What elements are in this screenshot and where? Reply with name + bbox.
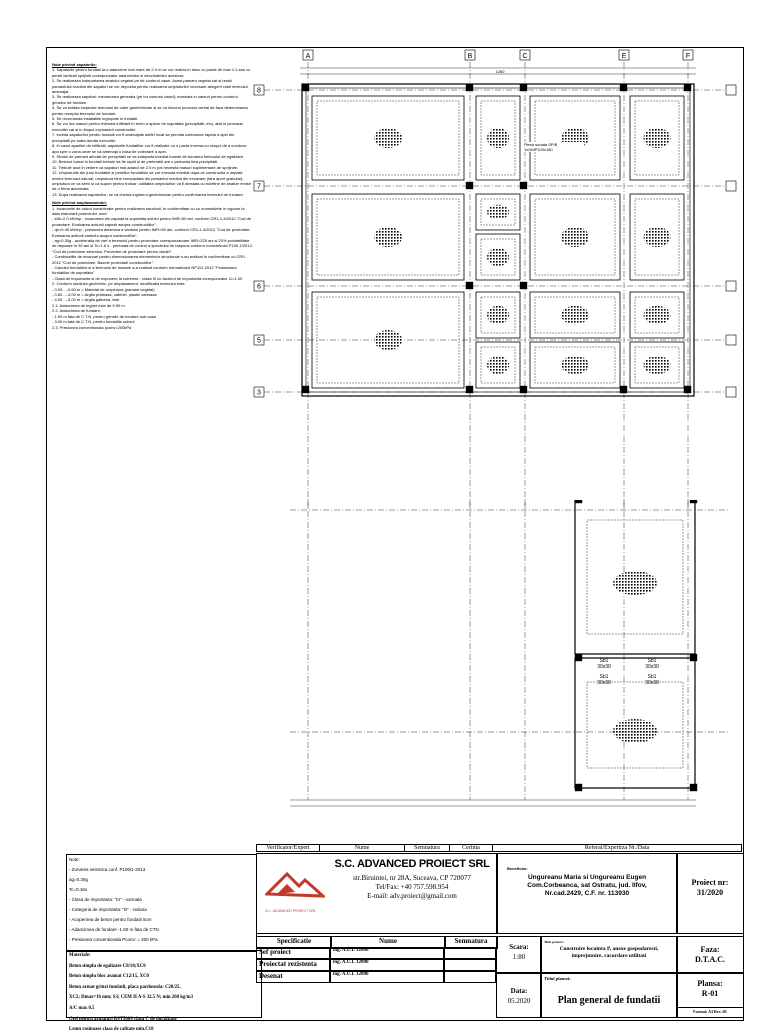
column-label: 30x30 (597, 664, 611, 670)
title-block-header (256, 844, 742, 852)
column (302, 386, 309, 393)
scale-box (496, 936, 542, 974)
materials-list (69, 964, 259, 1033)
foundation-plan (250, 48, 740, 508)
header-cerinta: Cerinta (450, 845, 493, 852)
column (520, 282, 527, 289)
callout-label: Piesa sudata SP/B 1xOMP100x180 (524, 142, 584, 152)
column (575, 784, 582, 791)
column (302, 84, 309, 91)
small-note-line: - Adancimea de fundare -1.50 m fata de CTN (69, 927, 159, 932)
date-box (496, 972, 542, 1018)
material-line: Beton simplu de egalizare C8/10;XC0 (69, 963, 146, 969)
project-number-label: Proiect nr: (691, 878, 729, 887)
column-label: 30x30 (645, 680, 659, 686)
sheet-number: R-01 (701, 989, 719, 998)
col-semnatura: Semnatura (444, 936, 498, 949)
site-note: - s0k=2.0 kN/mp - incarcarea din zapada la suprafata solului pentru IMR=50 ani, conform CR1-1-3/2012 "Cod de proiectare. Evaluarea actiunii zapezii asupra constructiilor". (52, 216, 252, 227)
site-note: - 0.60....-4.00 m = Argila prafoasa, cafenie, plastic vartoasa (52, 292, 157, 298)
column (466, 282, 473, 289)
site-note: - ag=0.30g - acceleratia de varf a terenului pentru proiectare corespunzatoare IMR=225 ani si 20% probabilitate de depasire in 50 ani si Tc=1.6 s - perioada de control a spectrului de raspuns conform normativului P100-1/2013 "Cod de proiectare seismica. Prevederi de proiectare pentru cladiri". (52, 238, 252, 254)
phase-box (676, 936, 744, 974)
axis-number: 7 (257, 183, 261, 191)
site-note: 2.1. Adancimea de inghet este de 0.90 m (52, 302, 125, 308)
hatched-footing (487, 356, 509, 374)
foundation-plan-annex (250, 500, 740, 810)
project-title: Construire locuinta P, anexe gospodaresti, imprejmuire, racordare utilitati (559, 946, 659, 959)
column (466, 386, 473, 393)
axis-bubble (726, 335, 736, 345)
site-note: - qb=0.40 kN/mp - presiunea dinamica a vantului pentru IMR=50 ani, conform CR1-1-4/2012 "Cod de proiectare. Evaluarea actiunii vantului asupra constructiilor". (52, 227, 251, 238)
small-notes-list (69, 867, 254, 943)
site-note: - 0.00....-0.60 m = Material de umplutura (pamant vegetal) (52, 286, 155, 292)
axis-letter: C (522, 53, 528, 60)
small-note-line: Tc=0.16s (69, 887, 88, 892)
axis-bubble (726, 181, 736, 191)
hatched-footing (374, 330, 402, 350)
phase-label: Faza: (700, 945, 720, 954)
hatched-footing (613, 719, 657, 743)
excavation-notes-title: Note privind sapaturile: (52, 62, 97, 67)
excavation-note: 10. Betonul turnat in fundatii trebuie sa fie rapid si de preferabil are o perioada fara precipitatii. (52, 159, 219, 165)
role-name: ing. A.U.I. 12000 (330, 947, 444, 959)
header-referat: Referat/Expertiza Nr./Data (493, 845, 742, 852)
company-box (256, 853, 498, 934)
site-note: - 4.00....-5.00 m = Argila galbena, tare (52, 297, 120, 303)
company-logo (265, 868, 325, 908)
sheet-number-box (676, 972, 744, 1018)
scale-label: Scara: (509, 943, 529, 951)
role-signature (444, 971, 496, 983)
column (684, 84, 691, 91)
column (684, 386, 691, 393)
header-semnatura: Semnatura (405, 845, 450, 852)
excavation-note: 8. In cazul aparitiei de infiltratii, sapaturile fundatiilor vor fi realizate cu o panta inversa cu scopul de a conduce apa spre o zona unde se va amenaja o basa de colectare a apei. (52, 143, 247, 154)
column (466, 84, 473, 91)
small-note-line: ag=0.30g (69, 877, 88, 882)
column (575, 500, 582, 503)
site-note: - Calculul fundatiilor si a terenului de fundare a-a realizat conform normativului NP112-2012 "Proiectarea fundatiilor de suprafata". (52, 265, 237, 276)
column (620, 386, 627, 393)
axis-number: 5 (257, 337, 261, 345)
column (520, 182, 527, 189)
date-label: Data: (510, 987, 528, 995)
axis-letter: F (685, 53, 691, 60)
project-title-box (540, 936, 678, 974)
sheet-number-label: Plansa: (697, 979, 723, 988)
phase-value: D.T.A.C. (694, 955, 726, 964)
role-label: Desenat (256, 971, 330, 983)
materials-title: Materiale: (69, 953, 91, 958)
column (520, 386, 527, 393)
excavation-note: 6. Se vor lua masuri pentru evitarea infiltrarii in teren a apelor de suprafata (precipitatii, etc), atat in perioada executiei cat si in timpul exploatarii constructiei. (52, 121, 243, 132)
column-label: Sb1 (599, 674, 609, 680)
column-label: Sb1 (647, 658, 657, 664)
site-note: - Clasa de importanta si de expunere la cutremur - clasa III cu factorul de importanta corespunzator I1=1.00 (52, 275, 243, 281)
excavation-note: 4. Se va realiza inspectia terenului de catre geotehnician si se va intocmi procesul verbal de faza determinanta pentru receptia terenului de fundare. (52, 105, 248, 116)
small-note-line: - Categoria de importanta: "D" - redusa (69, 907, 147, 912)
hatched-footing (487, 128, 509, 148)
column (466, 182, 473, 189)
beneficiary-cadastral: Nr.cad.2429, C.F. nr. 113930 (544, 890, 630, 897)
column-label: Sb1 (647, 674, 657, 680)
column-label: 30x30 (597, 680, 611, 686)
column (520, 84, 527, 91)
beneficiary-name: Ungureanu Maria si Ungureanu Eugen (527, 874, 647, 881)
axis-letter: E (621, 53, 627, 60)
date-value: 05.2020 (507, 997, 531, 1005)
site-notes-title: Note privind amplasamentul: (52, 200, 107, 206)
header-verificator: Verificator/Expert (257, 845, 320, 852)
site-note: - 1.50 m fata de C.T.N. pentru grinzile de fundare sub casa (52, 313, 156, 319)
sheet-title-label: Titlul plansei: (544, 976, 571, 981)
hatched-footing (561, 227, 589, 247)
axis-number: 8 (257, 87, 261, 95)
small-note-line: - Clasa de importanta: "III" - normala (69, 897, 142, 902)
materials-block (66, 950, 262, 1033)
excavation-notes-list (52, 67, 252, 197)
dimension-total: 1260 (495, 69, 505, 74)
hatched-footing (374, 128, 402, 148)
role-name: ing. A.U.I. 12000 (330, 971, 444, 983)
small-note-line: - Acoperirea de beton pentru fundatii 5cm (69, 917, 152, 922)
company-email: E-mail: adv.proiect@gmail.com (367, 892, 457, 900)
site-notes-list (52, 206, 252, 330)
sheet-title: Plan general de fundatii (557, 995, 661, 1006)
site-note: 2.3. Presiunea conventionala pconv=200kPa (52, 324, 132, 330)
beneficiary-address: Com.Corbeanca, sat Ostratu, jud. Ilfov, (527, 882, 647, 889)
small-note-line: - Presiunea conventionala Pconv: = 200 kPa (69, 937, 158, 942)
material-line: Lemn rasinoase clasa de calitate min.C18 (69, 1027, 154, 1033)
role-label: Sef proiect (256, 947, 330, 959)
small-note-line: - Zonarea seismica conf. P100/1-2013 (69, 867, 146, 872)
company-address: str.Biruintei, nr 28A, Suceava, CP 720077 (353, 874, 471, 882)
scale-value: 1:80 (512, 953, 526, 961)
column (575, 654, 582, 661)
role-label: Proiectat rezistenta (256, 959, 330, 971)
axis-bubble (726, 387, 736, 397)
hatched-footing (561, 356, 589, 374)
role-name: ing. A.U.I. 12000 (330, 959, 444, 971)
excavation-note: 9. Stratul de pamant afectat de precipitatii se va indeparta imediat inainte de turnarea betonului de egalizare. (52, 153, 245, 159)
site-note: 2. Conform studiului geotehnic, pe amplasament, stratificatia terenului este: (52, 281, 186, 287)
excavation-note: 11. Trebuie avut in vedere ca sapaturi mai adanci de 2.0 m pot necesita masuri suplimentare de sprijinire. (52, 164, 239, 170)
col-nume: Nume (330, 936, 446, 949)
beneficiary-box (496, 853, 678, 934)
sheet-title-box (540, 972, 678, 1018)
column-label: Sb1 (599, 658, 609, 664)
excavation-note: 13. Dupa realizarea sapaturilor, se va chema inginerul geotehnician pentru confirmarea terenului de fundare. (52, 191, 244, 197)
site-note: 2.2. Adancimea de fundare: (52, 308, 101, 314)
excavation-note: 3. Se realizeaza sapaturi: mecanizata generala (pe tot conturul casei); manuala in santuri pentru conturul grinzilor de fundare. (52, 94, 238, 105)
col-specificatie: Specificatie (256, 936, 332, 949)
project-number: 31/2020 (696, 888, 724, 897)
excavation-note: 1. Sapaturile pentru fundatii la o adancime mai mare de 2.0 m se vor realiza in taluz cu panta de max 1:1 sau cu pereti verticali sprijiniti corespunzator adancimilor si deschiderilor acestora. (52, 67, 251, 78)
header-nume: Nume (320, 845, 405, 852)
logo-text: S.C. ADVANCED PROIECT SRL (265, 909, 317, 913)
site-note: 1. Incarcarile de calcul considerate pentru realizarea structurii, in conformitate cu cu normativele in vigoare la data elaborarii proiectului, sunt: (52, 205, 245, 216)
axis-number: 3 (257, 389, 261, 397)
project-title-label: Titlu proiect: (544, 940, 564, 944)
material-line: Beton simplu bloc asamat C12/15, XC0 (69, 974, 149, 980)
site-note: - 3.00 m fata de C.T.N. pentru fundatiile subsol (52, 319, 135, 325)
excavation-note: 2. Se realizeaza indepartarea stratului vegetal pe tot conturul casei. Acest pamant vegetal cat si restul pamantului rezultat din sapaturi se vor depozita pentru realizarea umpluturilor necesare atingerii cotei terenului amenajat. (52, 78, 248, 95)
column-label: 30x30 (645, 664, 659, 670)
hatched-footing (644, 227, 671, 247)
axis-number: 6 (257, 283, 261, 291)
hatched-footing (374, 227, 402, 247)
hatched-footing (613, 571, 657, 595)
material-line: Beton armat grinzi fundatii, placa pardoseala: C20/25. (69, 984, 181, 990)
hatched-footing (487, 248, 509, 266)
material-line: A/C max 0.5 (69, 1005, 95, 1011)
column (690, 500, 697, 503)
small-notes-block (66, 854, 257, 952)
company-name: S.C. ADVANCED PROIECT SRL (334, 858, 490, 870)
role-signature (444, 959, 496, 971)
roles-table (256, 936, 496, 1016)
hatched-footing (644, 306, 671, 324)
axis-bubble (726, 281, 736, 291)
column (690, 784, 697, 791)
small-notes-title: Note: (69, 857, 80, 862)
excavation-note: 12. Umpluturile din jurul fundatiei si peretilor fundatiilor se vor executa imediat dupa ce constructia a depasit nivelul terenului natural, umplutura bine compactata din pamantul rezultat din excavare (fara aport granular); umplutura ce va servi si ca suport pentru trotuar, calitatea umpluturilor va fi atestata cu buletine de analize emise de o firma autorizata. (52, 170, 251, 192)
project-number-box (676, 853, 744, 934)
excavation-note: 5. Se recomanda instalatiile ingropate in fundatii. (52, 116, 139, 122)
axis-bubble (726, 85, 736, 95)
notes-block (52, 62, 252, 330)
hatched-footing (644, 128, 671, 148)
hatched-footing (487, 205, 509, 219)
format-revision: Format: A3 Rev.:01 (677, 1007, 743, 1014)
role-signature (444, 947, 496, 959)
axis-letter: B (467, 53, 473, 60)
hatched-footing (487, 306, 509, 324)
axis-letter: A (305, 53, 311, 60)
hatched-footing (561, 306, 589, 324)
excavation-note: 7. Incinta sapaturilor pentru fundatii vor fi amenajate astfel incat sa permita colectarea rapida a apei din precipitatii pe toata durata executiei. (52, 132, 235, 143)
column (620, 84, 627, 91)
company-telfax: Tel/Fax: +40 757.598.954 (375, 883, 449, 891)
material-line: XC2; Dmax=16 mm; S3; CEM II A-S 32.5 N; min 260 kg/m3 (69, 995, 193, 1001)
hatched-footing (644, 356, 671, 374)
material-line: Otel pentru armaturi BST500S clasa C de ductilitate (69, 1016, 177, 1022)
site-note: - Combinatiile de incarcari pentru dimensionarea elementelor structurale s-au realizat in conformitate cu CR0-2012 "Cod de proiectare. Bazele proiectarii constructiilor". (52, 254, 246, 265)
beneficiary-label: Beneficiar: (507, 866, 528, 871)
column (690, 654, 697, 661)
